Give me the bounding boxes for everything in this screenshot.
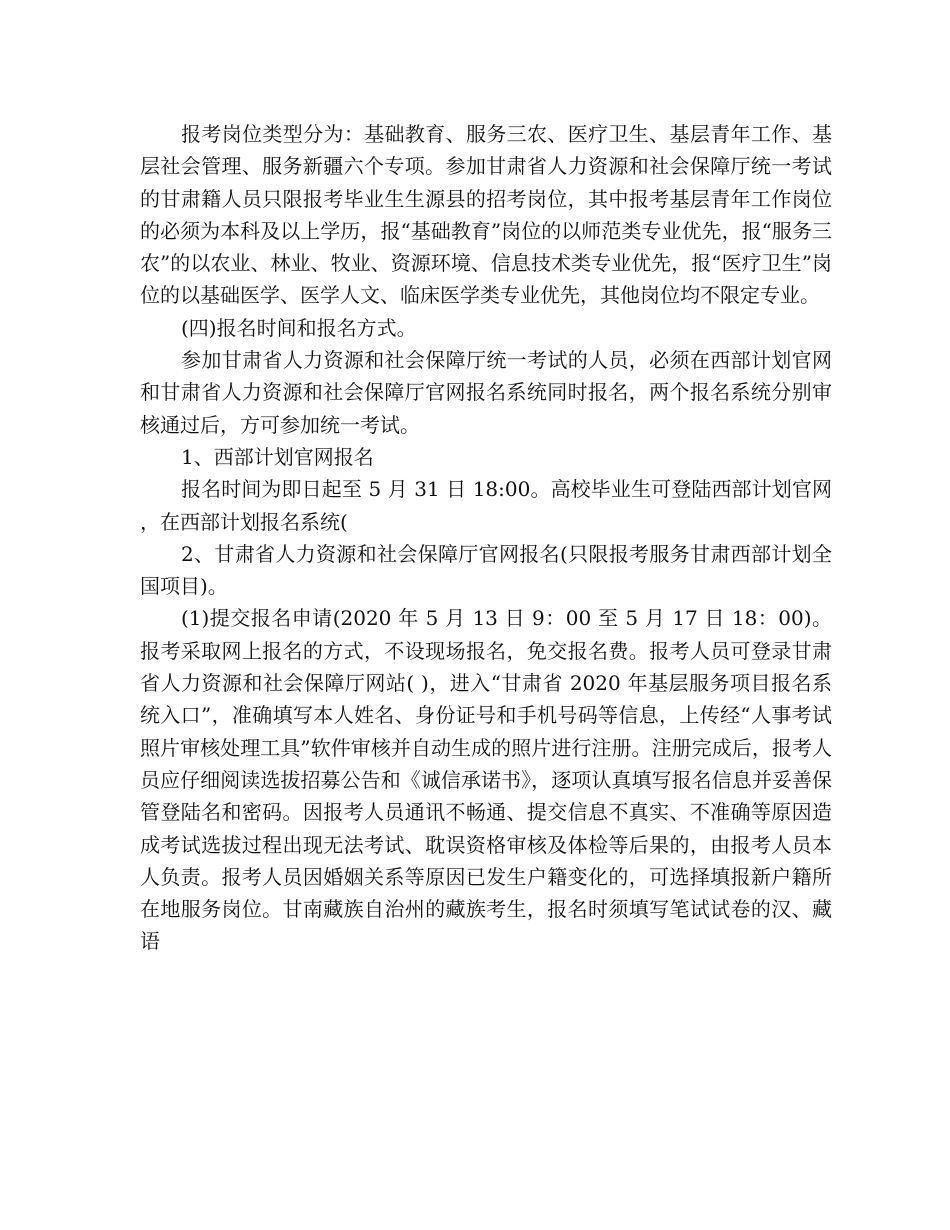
paragraph-western-plan-heading: 1、西部计划官网报名 xyxy=(181,444,374,469)
paragraph-submit-application: (1)提交报名申请(2020 年 5 月 13 日 9：00 至 5 月 17 日 18：00)。报考采取网上报名的方式，不设现场报名，免交报名费。报考人员可登录甘肃省人力资源和社会保障厅网站( )，进入“甘肃省 2020 年基层服务项目报名系统入口”，准确填写本人姓名、身份证号和手机号码等信息，上传经“人事考试照片审核处理工具”软件审核并自动生成的照片进行注册。注册完成后，报考人员应仔细阅读选拔招募公告和《诚信承诺书》，逐项认真填写报名信息并妥善保管登陆名和密码。因报考人员通讯不畅通、提交信息不真实、不准确等原因造成考试选拔过程出现无法考试、耽误资格审核及体检等后果的，由报考人员本人负责。报考人员因婚姻关系等原因已发生户籍变化的，可选择填报新户籍所在地服务岗位。甘南藏族自治州的藏族考生，报名时须填写笔试试卷的汉、藏语 xyxy=(140,606,832,954)
paragraph-registration-requirement: 参加甘肃省人力资源和社会保障厅统一考试的人员，必须在西部计划官网和甘肃省人力资源和社会保障厅官网报名系统同时报名，两个报名系统分别审核通过后，方可参加统一考试。 xyxy=(140,348,832,437)
paragraph-post-types: 报考岗位类型分为：基础教育、服务三农、医疗卫生、基层青年工作、基层社会管理、服务新疆六个专项。参加甘肃省人力资源和社会保障厅统一考试的甘肃籍人员只限报考毕业生生源县的招考岗位，其中报考基层青年工作岗位的必须为本科及以上学历，报“基础教育”岗位的以师范类专业优先，报“服务三农”的以农业、林业、牧业、资源环境、信息技术类专业优先，报“医疗卫生”岗位的以基础医学、医学人文、临床医学类专业优先，其他岗位均不限定专业。 xyxy=(140,122,832,308)
paragraph-section-heading: (四)报名时间和报名方式。 xyxy=(181,315,417,340)
document-body xyxy=(140,118,832,958)
paragraph-gansu-heading: 2、甘肃省人力资源和社会保障厅官网报名(只限报考服务甘肃西部计划全国项目)。 xyxy=(140,541,832,599)
paragraph-western-plan-time: 报名时间为即日起至 5 月 31 日 18:00。高校毕业生可登陆西部计划官网，在西部计划报名系统( xyxy=(140,477,832,534)
